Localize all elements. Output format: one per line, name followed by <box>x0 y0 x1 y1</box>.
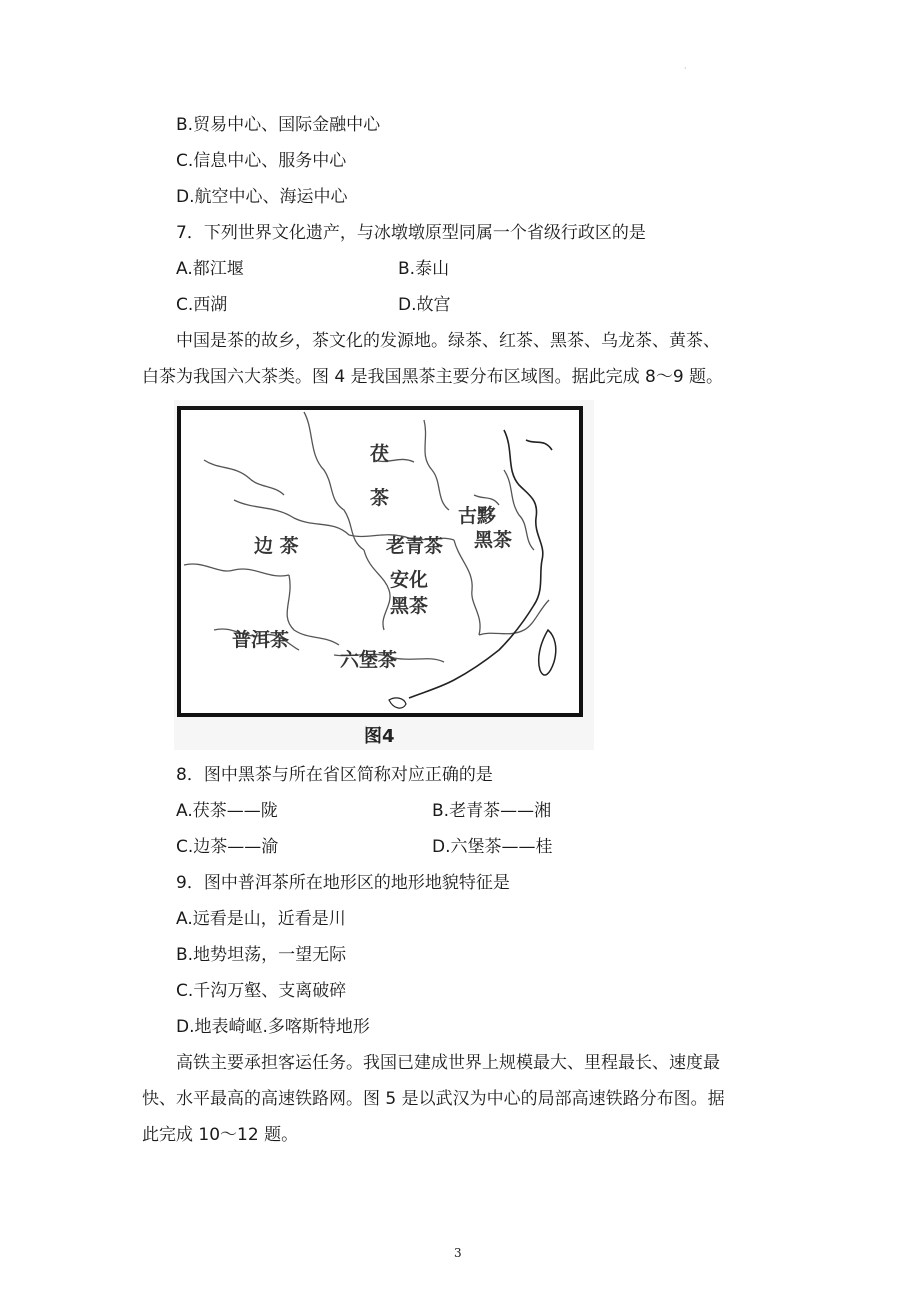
passage-tea-line-2: 白茶为我国六大茶类。图 4 是我国黑茶主要分布区域图。据此完成 8～9 题。 <box>142 367 724 387</box>
label-fu-2: 茶 <box>370 487 390 509</box>
option-6c: C.信息中心、服务中心 <box>176 151 347 171</box>
passage-rail-line-1: 高铁主要承担客运任务。我国已建成世界上规模最大、里程最长、速度最 <box>176 1053 720 1073</box>
option-6b: B.贸易中心、国际金融中心 <box>176 115 381 135</box>
option-9b: B.地势坦荡，一望无际 <box>176 945 347 965</box>
option-8a: A.茯茶——陇 <box>176 801 278 821</box>
option-8d: D.六堡茶——桂 <box>432 837 553 857</box>
label-qimen-1: 古黟 <box>458 505 497 527</box>
option-8b: B.老青茶——湘 <box>432 801 552 821</box>
label-fu-1: 茯 <box>370 443 390 465</box>
passage-rail-line-3: 此完成 10～12 题。 <box>142 1125 299 1145</box>
option-7d: D.故宫 <box>398 295 451 315</box>
label-anhua-1: 安化 <box>390 569 429 591</box>
page-number: 3 <box>454 1246 462 1260</box>
label-qimen-2: 黑茶 <box>474 529 513 551</box>
question-7: 7．下列世界文化遗产，与冰墩墩原型同属一个省级行政区的是 <box>176 223 646 243</box>
label-laoqing-cha: 老青茶 <box>386 535 444 557</box>
option-7c: C.西湖 <box>176 295 228 315</box>
question-8: 8．图中黑茶与所在省区简称对应正确的是 <box>176 765 493 785</box>
option-6d: D.航空中心、海运中心 <box>176 187 348 207</box>
option-7b: B.泰山 <box>398 259 450 279</box>
option-9d: D.地表崎岖.多喀斯特地形 <box>176 1017 370 1037</box>
option-8c: C.边茶——渝 <box>176 837 279 857</box>
option-7a: A.都江堰 <box>176 259 244 279</box>
map-svg <box>174 400 594 750</box>
header-mark: · <box>684 64 687 73</box>
passage-tea-line-1: 中国是茶的故乡，茶文化的发源地。绿茶、红茶、黑茶、乌龙茶、黄茶、 <box>176 331 720 351</box>
label-bian-cha: 边 茶 <box>254 535 299 557</box>
label-liubao-cha: 六堡茶 <box>340 649 398 671</box>
passage-rail-line-2: 快、水平最高的高速铁路网。图 5 是以武汉为中心的局部高速铁路分布图。据 <box>142 1089 725 1109</box>
figure-4-dark-tea-map <box>174 400 594 750</box>
figure-caption: 图4 <box>364 726 395 747</box>
option-9c: C.千沟万壑、支离破碎 <box>176 981 347 1001</box>
question-9: 9．图中普洱茶所在地形区的地形地貌特征是 <box>176 873 510 893</box>
label-puer-cha: 普洱茶 <box>232 629 290 651</box>
option-9a: A.远看是山，近看是川 <box>176 909 346 929</box>
label-anhua-2: 黑茶 <box>390 595 429 617</box>
